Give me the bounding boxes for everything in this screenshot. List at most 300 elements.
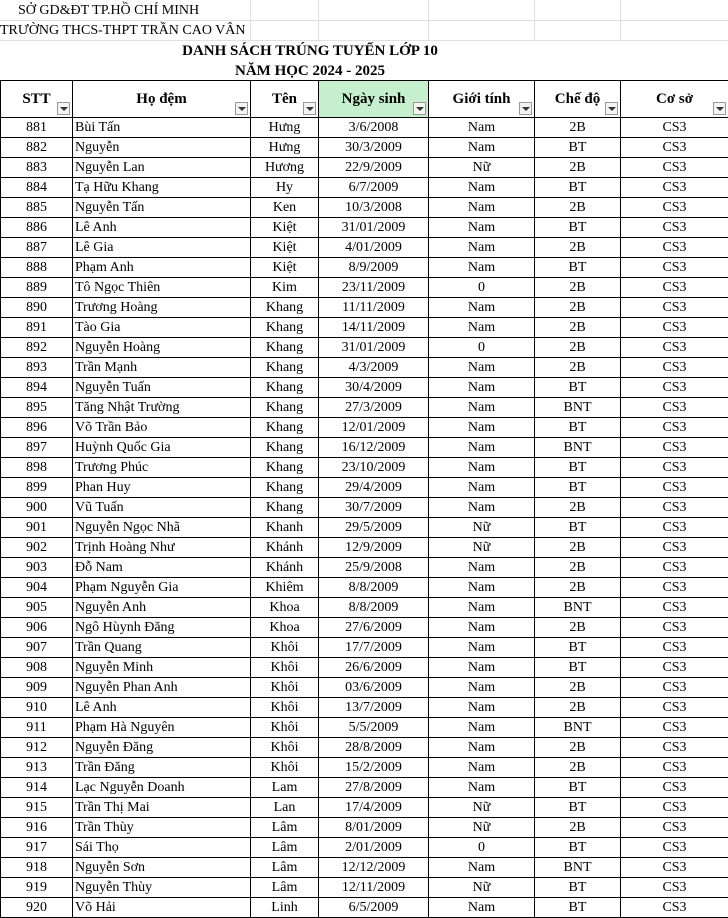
ngay-sinh-cell[interactable]: 15/2/2009 [319, 758, 429, 778]
ho-dem-cell[interactable]: Nguyễn Anh [73, 598, 251, 618]
ho-dem-cell[interactable]: Lạc Nguyễn Doanh [73, 778, 251, 798]
co-so-cell[interactable]: CS3 [621, 618, 728, 638]
ngay-sinh-cell[interactable]: 8/8/2009 [319, 598, 429, 618]
che-do-cell[interactable]: BT [535, 638, 621, 658]
che-do-cell[interactable]: BNT [535, 438, 621, 458]
ten-cell[interactable]: Khôi [251, 738, 319, 758]
co-so-cell[interactable]: CS3 [621, 258, 728, 278]
ten-cell[interactable]: Hy [251, 178, 319, 198]
gioi-tinh-cell[interactable]: Nữ [429, 798, 535, 818]
ten-cell[interactable]: Khang [251, 298, 319, 318]
ngay-sinh-cell[interactable]: 27/6/2009 [319, 618, 429, 638]
ho-dem-cell[interactable]: Phạm Hà Nguyên [73, 718, 251, 738]
stt-cell[interactable]: 896 [1, 418, 73, 438]
che-do-cell[interactable]: BT [535, 178, 621, 198]
ho-dem-cell[interactable]: Trương Hoàng [73, 298, 251, 318]
ho-dem-cell[interactable]: Lê Anh [73, 218, 251, 238]
ho-dem-cell[interactable]: Sái Thọ [73, 838, 251, 858]
gioi-tinh-cell[interactable]: Nam [429, 478, 535, 498]
ngay-sinh-cell[interactable]: 27/8/2009 [319, 778, 429, 798]
che-do-cell[interactable]: BNT [535, 858, 621, 878]
stt-cell[interactable]: 917 [1, 838, 73, 858]
stt-cell[interactable]: 892 [1, 338, 73, 358]
ho-dem-cell[interactable]: Ngô Hùynh Đăng [73, 618, 251, 638]
gioi-tinh-cell[interactable]: Nam [429, 718, 535, 738]
gioi-tinh-cell[interactable]: Nam [429, 378, 535, 398]
che-do-cell[interactable]: 2B [535, 158, 621, 178]
filter-dropdown-icon[interactable] [235, 102, 248, 115]
ho-dem-cell[interactable]: Lê Anh [73, 698, 251, 718]
co-so-cell[interactable]: CS3 [621, 858, 728, 878]
che-do-cell[interactable]: BT [535, 658, 621, 678]
stt-cell[interactable]: 898 [1, 458, 73, 478]
co-so-cell[interactable]: CS3 [621, 238, 728, 258]
ten-cell[interactable]: Khôi [251, 658, 319, 678]
ho-dem-cell[interactable]: Tô Ngọc Thiên [73, 278, 251, 298]
che-do-cell[interactable]: BT [535, 458, 621, 478]
ngay-sinh-cell[interactable]: 30/3/2009 [319, 138, 429, 158]
filter-dropdown-icon[interactable] [57, 102, 70, 115]
ten-cell[interactable]: Khôi [251, 678, 319, 698]
stt-cell[interactable]: 905 [1, 598, 73, 618]
stt-cell[interactable]: 904 [1, 578, 73, 598]
ho-dem-cell[interactable]: Trương Phúc [73, 458, 251, 478]
table-row [1, 738, 728, 758]
ngay-sinh-cell[interactable]: 22/9/2009 [319, 158, 429, 178]
stt-cell[interactable]: 887 [1, 238, 73, 258]
ten-cell[interactable]: Lâm [251, 858, 319, 878]
stt-cell[interactable]: 883 [1, 158, 73, 178]
ten-cell[interactable]: Khoa [251, 598, 319, 618]
gioi-tinh-cell[interactable]: Nam [429, 678, 535, 698]
stt-cell[interactable]: 882 [1, 138, 73, 158]
che-do-cell[interactable]: 2B [535, 198, 621, 218]
che-do-cell[interactable]: 2B [535, 678, 621, 698]
ho-dem-cell[interactable]: Trần Thùy [73, 818, 251, 838]
gioi-tinh-cell[interactable]: Nam [429, 498, 535, 518]
ngay-sinh-cell[interactable]: 16/12/2009 [319, 438, 429, 458]
gioi-tinh-cell[interactable]: Nam [429, 218, 535, 238]
co-so-cell[interactable]: CS3 [621, 758, 728, 778]
ho-dem-cell[interactable]: Trần Thị Mai [73, 798, 251, 818]
gioi-tinh-cell[interactable]: 0 [429, 838, 535, 858]
gioi-tinh-cell[interactable]: Nam [429, 898, 535, 918]
co-so-cell[interactable]: CS3 [621, 218, 728, 238]
co-so-cell[interactable]: CS3 [621, 658, 728, 678]
ten-cell[interactable]: Khanh [251, 518, 319, 538]
co-so-cell[interactable]: CS3 [621, 498, 728, 518]
ho-dem-cell[interactable]: Huỳnh Quốc Gia [73, 438, 251, 458]
stt-cell[interactable]: 886 [1, 218, 73, 238]
ten-cell[interactable]: Khang [251, 358, 319, 378]
stt-cell[interactable]: 919 [1, 878, 73, 898]
che-do-cell[interactable]: BT [535, 518, 621, 538]
stt-cell[interactable]: 895 [1, 398, 73, 418]
ho-dem-cell[interactable]: Trần Mạnh [73, 358, 251, 378]
ho-dem-cell[interactable]: Phạm Anh [73, 258, 251, 278]
filter-dropdown-icon[interactable] [303, 102, 316, 115]
che-do-cell[interactable]: 2B [535, 818, 621, 838]
ngay-sinh-cell[interactable]: 5/5/2009 [319, 718, 429, 738]
gioi-tinh-cell[interactable]: Nam [429, 558, 535, 578]
stt-cell[interactable]: 893 [1, 358, 73, 378]
ten-cell[interactable]: Khang [251, 338, 319, 358]
table-row [1, 498, 728, 518]
stt-cell[interactable]: 902 [1, 538, 73, 558]
ten-cell[interactable]: Lâm [251, 838, 319, 858]
ten-cell[interactable]: Khang [251, 458, 319, 478]
ngay-sinh-cell[interactable]: 6/5/2009 [319, 898, 429, 918]
ten-cell[interactable]: Khang [251, 478, 319, 498]
stt-cell[interactable]: 918 [1, 858, 73, 878]
che-do-cell[interactable]: BT [535, 778, 621, 798]
ho-dem-cell[interactable]: Võ Hải [73, 898, 251, 918]
co-so-cell[interactable]: CS3 [621, 318, 728, 338]
gioi-tinh-cell[interactable]: Nam [429, 358, 535, 378]
stt-cell[interactable]: 900 [1, 498, 73, 518]
che-do-cell[interactable]: BT [535, 878, 621, 898]
che-do-cell[interactable]: 2B [535, 358, 621, 378]
che-do-cell[interactable]: BT [535, 478, 621, 498]
ngay-sinh-cell[interactable]: 8/9/2009 [319, 258, 429, 278]
ten-cell[interactable]: Khôi [251, 718, 319, 738]
ho-dem-cell[interactable]: Nguyễn Tấn [73, 198, 251, 218]
ho-dem-cell[interactable]: Nguyễn Lan [73, 158, 251, 178]
ten-cell[interactable]: Lan [251, 798, 319, 818]
che-do-cell[interactable]: 2B [535, 538, 621, 558]
ngay-sinh-cell[interactable]: 17/4/2009 [319, 798, 429, 818]
table-row [1, 238, 728, 258]
ten-cell[interactable]: Khánh [251, 538, 319, 558]
ngay-sinh-cell[interactable]: 30/4/2009 [319, 378, 429, 398]
co-so-cell[interactable]: CS3 [621, 638, 728, 658]
ho-dem-cell[interactable]: Phạm Nguyễn Gia [73, 578, 251, 598]
ngay-sinh-cell[interactable]: 14/11/2009 [319, 318, 429, 338]
stt-cell[interactable]: 915 [1, 798, 73, 818]
ho-dem-cell[interactable]: Nguyễn Ngọc Nhã [73, 518, 251, 538]
gioi-tinh-cell[interactable]: Nam [429, 578, 535, 598]
co-so-cell[interactable]: CS3 [621, 358, 728, 378]
stt-cell[interactable]: 913 [1, 758, 73, 778]
ten-cell[interactable]: Linh [251, 898, 319, 918]
ten-cell[interactable]: Hưng [251, 138, 319, 158]
co-so-cell[interactable]: CS3 [621, 778, 728, 798]
stt-cell[interactable]: 899 [1, 478, 73, 498]
table-row [1, 378, 728, 398]
ho-dem-cell[interactable]: Nguyễn [73, 138, 251, 158]
ngay-sinh-cell[interactable]: 17/7/2009 [319, 638, 429, 658]
ngay-sinh-cell[interactable]: 6/7/2009 [319, 178, 429, 198]
co-so-cell[interactable]: CS3 [621, 178, 728, 198]
che-do-cell[interactable]: 2B [535, 338, 621, 358]
gioi-tinh-cell[interactable]: Nam [429, 738, 535, 758]
gioi-tinh-cell[interactable]: 0 [429, 338, 535, 358]
co-so-cell[interactable]: CS3 [621, 138, 728, 158]
ten-cell[interactable]: Khang [251, 318, 319, 338]
stt-cell[interactable]: 901 [1, 518, 73, 538]
ngay-sinh-cell[interactable]: 03/6/2009 [319, 678, 429, 698]
che-do-cell[interactable]: BNT [535, 398, 621, 418]
table-row [1, 898, 728, 918]
ten-cell[interactable]: Khang [251, 418, 319, 438]
che-do-cell[interactable]: BT [535, 838, 621, 858]
stt-cell[interactable]: 885 [1, 198, 73, 218]
ho-dem-cell[interactable]: Nguyễn Thùy [73, 878, 251, 898]
ho-dem-cell[interactable]: Tăng Nhật Trường [73, 398, 251, 418]
ngay-sinh-cell[interactable]: 12/9/2009 [319, 538, 429, 558]
co-so-cell[interactable]: CS3 [621, 198, 728, 218]
co-so-cell[interactable]: CS3 [621, 158, 728, 178]
co-so-cell[interactable]: CS3 [621, 418, 728, 438]
table-row [1, 618, 728, 638]
ngay-sinh-cell[interactable]: 12/12/2009 [319, 858, 429, 878]
column-label: Họ đệm [73, 91, 250, 108]
gioi-tinh-cell[interactable]: Nam [429, 198, 535, 218]
ten-cell[interactable]: Khiêm [251, 578, 319, 598]
gioi-tinh-cell[interactable]: Nam [429, 258, 535, 278]
gioi-tinh-cell[interactable]: Nữ [429, 518, 535, 538]
co-so-cell[interactable]: CS3 [621, 738, 728, 758]
ngay-sinh-cell[interactable]: 28/8/2009 [319, 738, 429, 758]
che-do-cell[interactable]: 2B [535, 498, 621, 518]
ho-dem-cell[interactable]: Lê Gia [73, 238, 251, 258]
che-do-cell[interactable]: 2B [535, 578, 621, 598]
ngay-sinh-cell[interactable]: 12/11/2009 [319, 878, 429, 898]
ten-cell[interactable]: Khang [251, 378, 319, 398]
column-header-ngay-sinh[interactable] [319, 81, 429, 118]
co-so-cell[interactable]: CS3 [621, 838, 728, 858]
co-so-cell[interactable]: CS3 [621, 878, 728, 898]
co-so-cell[interactable]: CS3 [621, 438, 728, 458]
gioi-tinh-cell[interactable]: Nam [429, 178, 535, 198]
ho-dem-cell[interactable]: Nguyễn Tuấn [73, 378, 251, 398]
stt-cell[interactable]: 906 [1, 618, 73, 638]
che-do-cell[interactable]: 2B [535, 318, 621, 338]
stt-cell[interactable]: 889 [1, 278, 73, 298]
ho-dem-cell[interactable]: Trần Đăng [73, 758, 251, 778]
gioi-tinh-cell[interactable]: Nam [429, 598, 535, 618]
ten-cell[interactable]: Lâm [251, 818, 319, 838]
ngay-sinh-cell[interactable]: 11/11/2009 [319, 298, 429, 318]
che-do-cell[interactable]: 2B [535, 278, 621, 298]
ten-cell[interactable]: Khôi [251, 758, 319, 778]
ngay-sinh-cell[interactable]: 26/6/2009 [319, 658, 429, 678]
gioi-tinh-cell[interactable]: Nam [429, 418, 535, 438]
stt-cell[interactable]: 890 [1, 298, 73, 318]
ngay-sinh-cell[interactable]: 31/01/2009 [319, 218, 429, 238]
ten-cell[interactable]: Khang [251, 438, 319, 458]
co-so-cell[interactable]: CS3 [621, 278, 728, 298]
che-do-cell[interactable]: BT [535, 138, 621, 158]
co-so-cell[interactable]: CS3 [621, 538, 728, 558]
gioi-tinh-cell[interactable]: Nam [429, 118, 535, 138]
ngay-sinh-cell[interactable]: 29/4/2009 [319, 478, 429, 498]
ngay-sinh-cell[interactable]: 23/11/2009 [319, 278, 429, 298]
co-so-cell[interactable]: CS3 [621, 298, 728, 318]
gioi-tinh-cell[interactable]: Nữ [429, 878, 535, 898]
ten-cell[interactable]: Hưng [251, 118, 319, 138]
stt-cell[interactable]: 911 [1, 718, 73, 738]
ten-cell[interactable]: Hương [251, 158, 319, 178]
co-so-cell[interactable]: CS3 [621, 518, 728, 538]
ten-cell[interactable]: Khang [251, 498, 319, 518]
ngay-sinh-cell[interactable]: 8/8/2009 [319, 578, 429, 598]
stt-cell[interactable]: 881 [1, 118, 73, 138]
ngay-sinh-cell[interactable]: 8/01/2009 [319, 818, 429, 838]
filter-dropdown-icon[interactable] [605, 102, 618, 115]
stt-cell[interactable]: 920 [1, 898, 73, 918]
co-so-cell[interactable]: CS3 [621, 118, 728, 138]
table-row [1, 558, 728, 578]
gioi-tinh-cell[interactable]: Nam [429, 758, 535, 778]
che-do-cell[interactable]: 2B [535, 238, 621, 258]
stt-cell[interactable]: 894 [1, 378, 73, 398]
ho-dem-cell[interactable]: Phan Huy [73, 478, 251, 498]
che-do-cell[interactable]: 2B [535, 738, 621, 758]
ho-dem-cell[interactable]: Nguyễn Minh [73, 658, 251, 678]
ten-cell[interactable]: Kiệt [251, 218, 319, 238]
ngay-sinh-cell[interactable]: 23/10/2009 [319, 458, 429, 478]
che-do-cell[interactable]: BNT [535, 718, 621, 738]
ho-dem-cell[interactable]: Nguyễn Phan Anh [73, 678, 251, 698]
ngay-sinh-cell[interactable]: 25/9/2008 [319, 558, 429, 578]
che-do-cell[interactable]: 2B [535, 558, 621, 578]
ngay-sinh-cell[interactable]: 27/3/2009 [319, 398, 429, 418]
stt-cell[interactable]: 888 [1, 258, 73, 278]
ngay-sinh-cell[interactable]: 31/01/2009 [319, 338, 429, 358]
ten-cell[interactable]: Kim [251, 278, 319, 298]
co-so-cell[interactable]: CS3 [621, 698, 728, 718]
ho-dem-cell[interactable]: Nguyễn Hoàng [73, 338, 251, 358]
ngay-sinh-cell[interactable]: 3/6/2008 [319, 118, 429, 138]
ho-dem-cell[interactable]: Tào Gia [73, 318, 251, 338]
che-do-cell[interactable]: 2B [535, 698, 621, 718]
co-so-cell[interactable]: CS3 [621, 578, 728, 598]
ten-cell[interactable]: Ken [251, 198, 319, 218]
gioi-tinh-cell[interactable]: 0 [429, 278, 535, 298]
ngay-sinh-cell[interactable]: 30/7/2009 [319, 498, 429, 518]
co-so-cell[interactable]: CS3 [621, 798, 728, 818]
filter-dropdown-icon[interactable] [713, 102, 726, 115]
table-row [1, 578, 728, 598]
ho-dem-cell[interactable]: Võ Trần Bảo [73, 418, 251, 438]
ngay-sinh-cell[interactable]: 13/7/2009 [319, 698, 429, 718]
gioi-tinh-cell[interactable]: Nam [429, 298, 535, 318]
co-so-cell[interactable]: CS3 [621, 718, 728, 738]
filter-dropdown-icon[interactable] [519, 102, 532, 115]
ten-cell[interactable]: Khang [251, 398, 319, 418]
ho-dem-cell[interactable]: Nguyễn Sơn [73, 858, 251, 878]
ho-dem-cell[interactable]: Tạ Hữu Khang [73, 178, 251, 198]
stt-cell[interactable]: 916 [1, 818, 73, 838]
stt-cell[interactable]: 909 [1, 678, 73, 698]
gioi-tinh-cell[interactable]: Nam [429, 458, 535, 478]
gioi-tinh-cell[interactable]: Nam [429, 138, 535, 158]
gioi-tinh-cell[interactable]: Nam [429, 658, 535, 678]
stt-cell[interactable]: 908 [1, 658, 73, 678]
table-row [1, 678, 728, 698]
stt-cell[interactable]: 912 [1, 738, 73, 758]
ten-cell[interactable]: Lâm [251, 878, 319, 898]
ten-cell[interactable]: Khôi [251, 698, 319, 718]
ten-cell[interactable]: Kiệt [251, 238, 319, 258]
ho-dem-cell[interactable]: Bùi Tấn [73, 118, 251, 138]
stt-cell[interactable]: 884 [1, 178, 73, 198]
ngay-sinh-cell[interactable]: 4/01/2009 [319, 238, 429, 258]
ten-cell[interactable]: Khoa [251, 618, 319, 638]
che-do-cell[interactable]: BT [535, 258, 621, 278]
table-row [1, 218, 728, 238]
gioi-tinh-cell[interactable]: Nam [429, 638, 535, 658]
che-do-cell[interactable]: BT [535, 418, 621, 438]
gioi-tinh-cell[interactable]: Nam [429, 858, 535, 878]
ho-dem-cell[interactable]: Nguyễn Đăng [73, 738, 251, 758]
co-so-cell[interactable]: CS3 [621, 678, 728, 698]
ngay-sinh-cell[interactable]: 4/3/2009 [319, 358, 429, 378]
ho-dem-cell[interactable]: Trịnh Hoàng Như [73, 538, 251, 558]
gioi-tinh-cell[interactable]: Nam [429, 618, 535, 638]
co-so-cell[interactable]: CS3 [621, 898, 728, 918]
stt-cell[interactable]: 891 [1, 318, 73, 338]
gioi-tinh-cell[interactable]: Nam [429, 778, 535, 798]
ten-cell[interactable]: Kiệt [251, 258, 319, 278]
che-do-cell[interactable]: BT [535, 218, 621, 238]
che-do-cell[interactable]: BT [535, 798, 621, 818]
ngay-sinh-cell[interactable]: 12/01/2009 [319, 418, 429, 438]
che-do-cell[interactable]: 2B [535, 298, 621, 318]
gioi-tinh-cell[interactable]: Nữ [429, 818, 535, 838]
co-so-cell[interactable]: CS3 [621, 598, 728, 618]
co-so-cell[interactable]: CS3 [621, 558, 728, 578]
ho-dem-cell[interactable]: Trần Quang [73, 638, 251, 658]
stt-cell[interactable]: 903 [1, 558, 73, 578]
ngay-sinh-cell[interactable]: 10/3/2008 [319, 198, 429, 218]
stt-cell[interactable]: 907 [1, 638, 73, 658]
gioi-tinh-cell[interactable]: Nam [429, 398, 535, 418]
stt-cell[interactable]: 897 [1, 438, 73, 458]
gioi-tinh-cell[interactable]: Nữ [429, 158, 535, 178]
stt-cell[interactable]: 910 [1, 698, 73, 718]
gioi-tinh-cell[interactable]: Nam [429, 238, 535, 258]
ten-cell[interactable]: Lam [251, 778, 319, 798]
co-so-cell[interactable]: CS3 [621, 458, 728, 478]
co-so-cell[interactable]: CS3 [621, 478, 728, 498]
che-do-cell[interactable]: 2B [535, 118, 621, 138]
che-do-cell[interactable]: BNT [535, 598, 621, 618]
che-do-cell[interactable]: 2B [535, 758, 621, 778]
che-do-cell[interactable]: BT [535, 898, 621, 918]
ngay-sinh-cell[interactable]: 2/01/2009 [319, 838, 429, 858]
co-so-cell[interactable]: CS3 [621, 398, 728, 418]
gioi-tinh-cell[interactable]: Nam [429, 438, 535, 458]
column-label: Cơ sở [621, 91, 728, 108]
che-do-cell[interactable]: BT [535, 378, 621, 398]
ngay-sinh-cell[interactable]: 29/5/2009 [319, 518, 429, 538]
stt-cell[interactable]: 914 [1, 778, 73, 798]
co-so-cell[interactable]: CS3 [621, 378, 728, 398]
gioi-tinh-cell[interactable]: Nam [429, 318, 535, 338]
ten-cell[interactable]: Khôi [251, 638, 319, 658]
ho-dem-cell[interactable]: Vũ Tuấn [73, 498, 251, 518]
ho-dem-cell[interactable]: Đỗ Nam [73, 558, 251, 578]
co-so-cell[interactable]: CS3 [621, 338, 728, 358]
che-do-cell[interactable]: 2B [535, 618, 621, 638]
filter-dropdown-icon[interactable] [413, 102, 426, 115]
co-so-cell[interactable]: CS3 [621, 818, 728, 838]
gioi-tinh-cell[interactable]: Nữ [429, 538, 535, 558]
gioi-tinh-cell[interactable]: Nam [429, 698, 535, 718]
ten-cell[interactable]: Khánh [251, 558, 319, 578]
